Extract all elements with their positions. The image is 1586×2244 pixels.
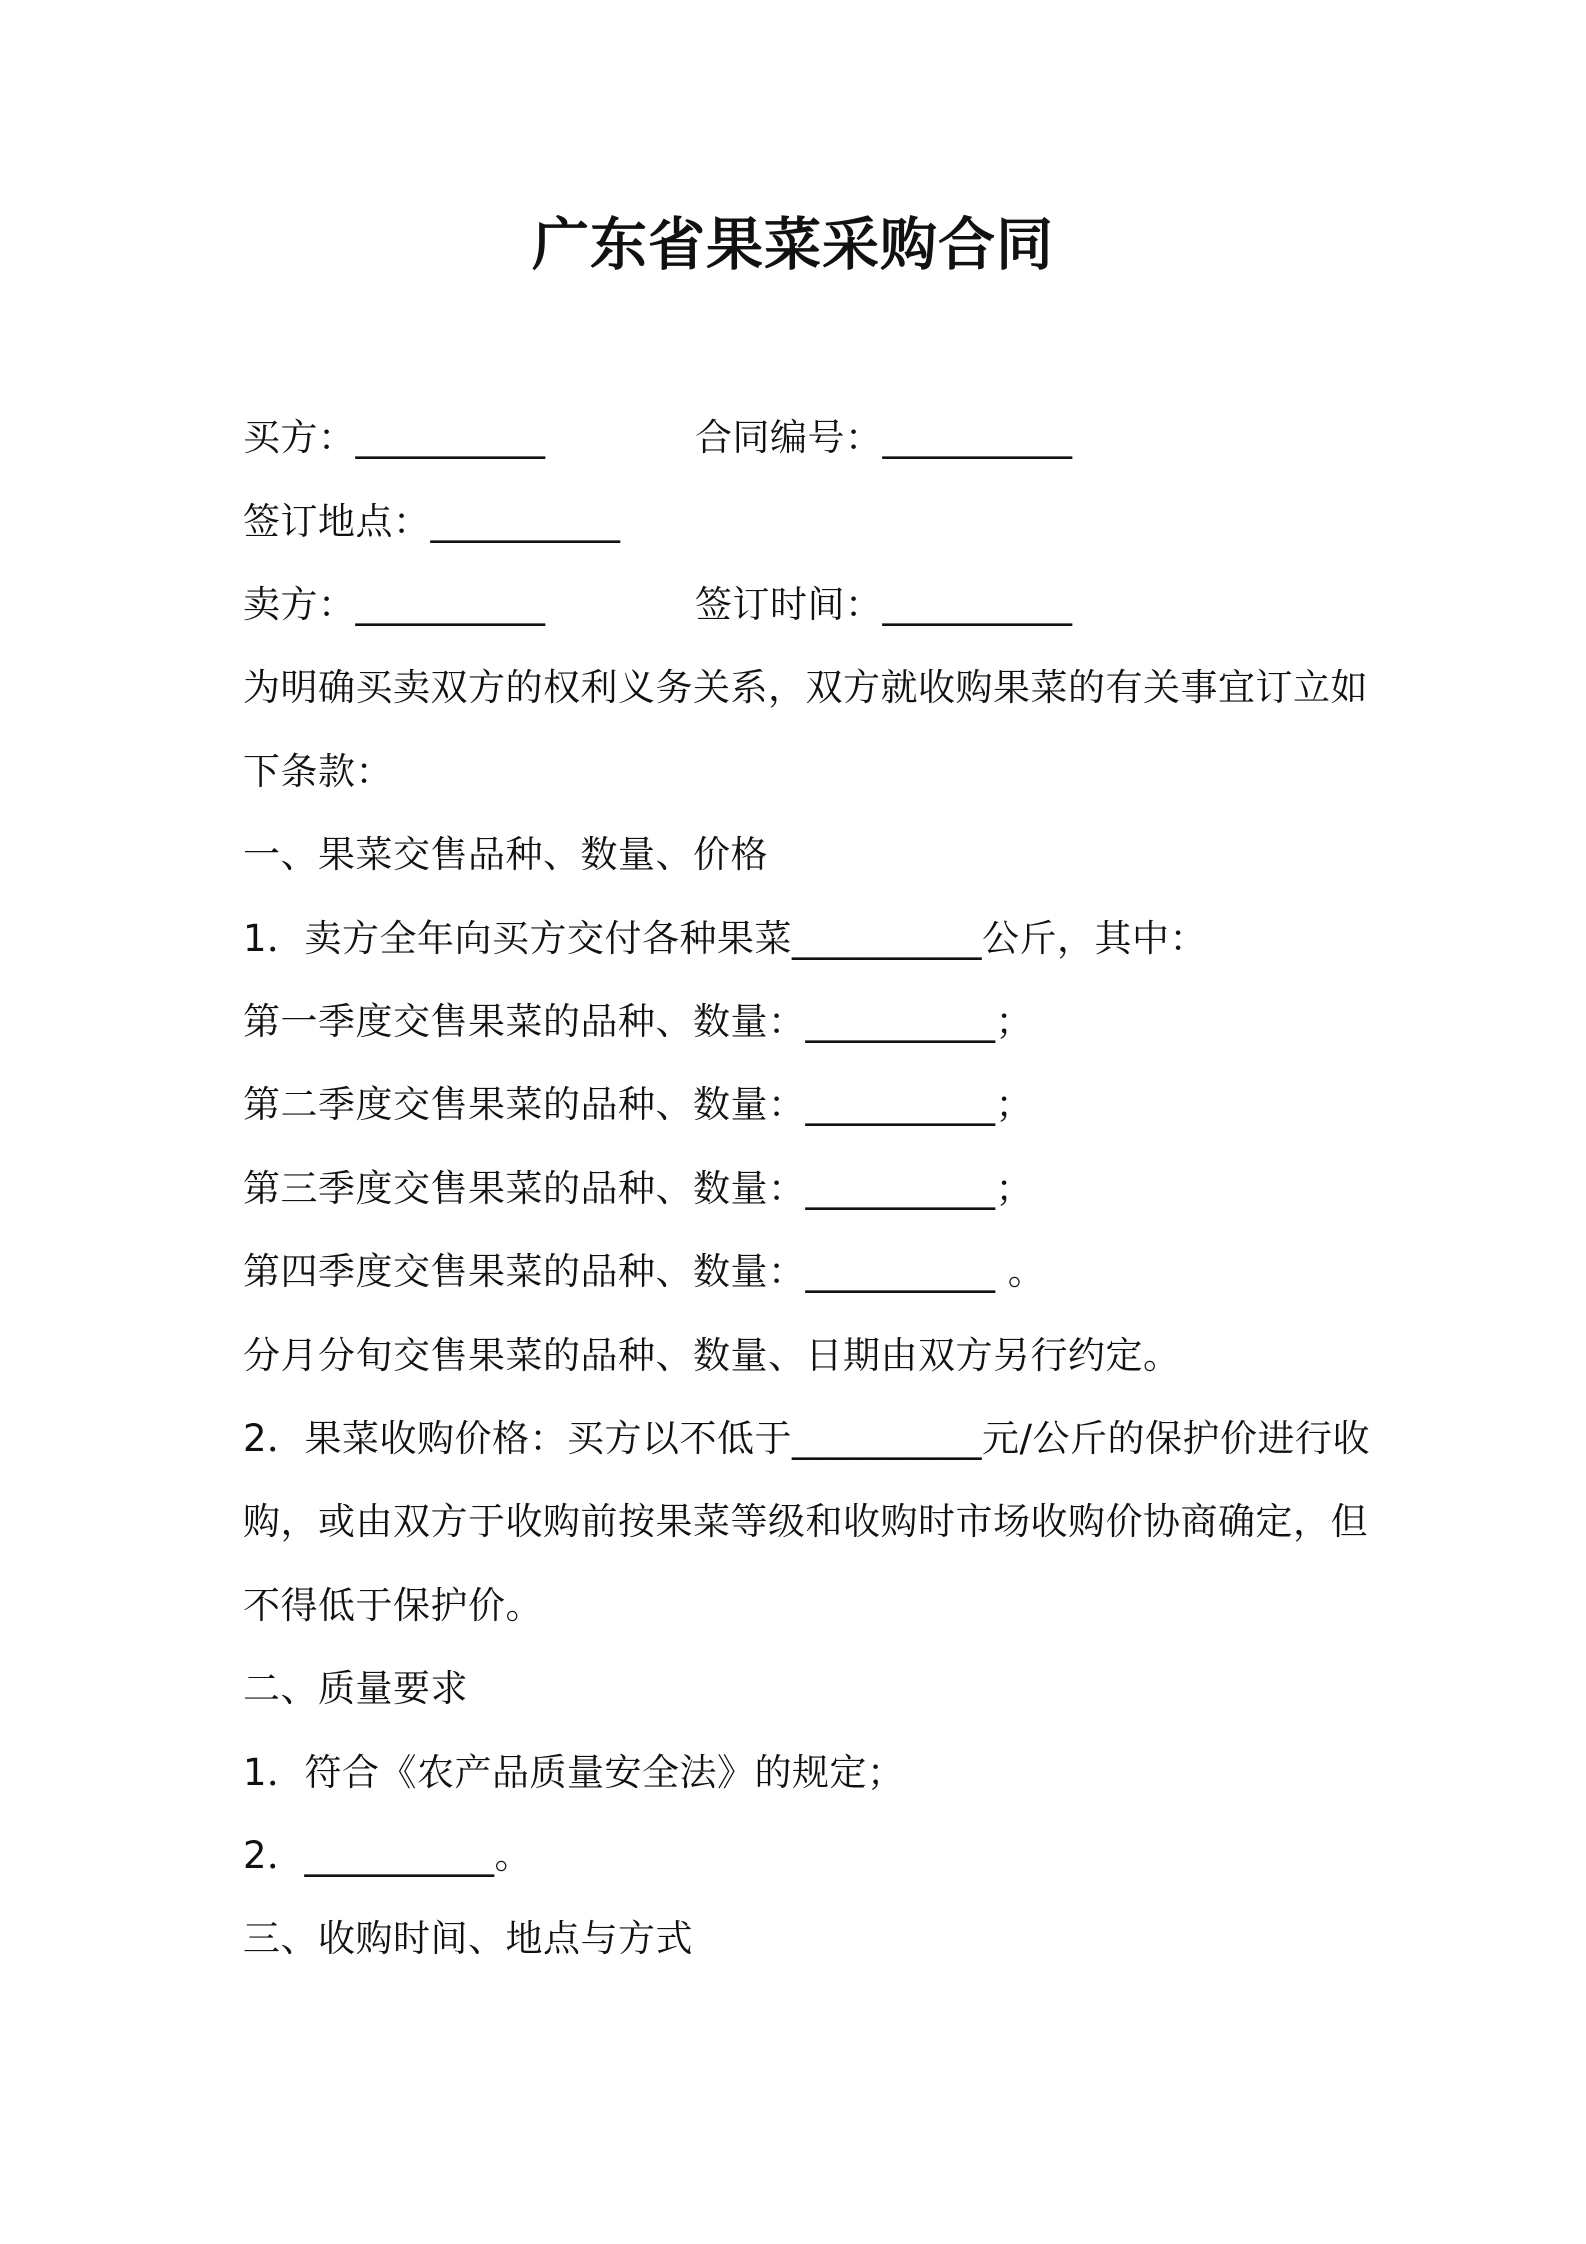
sign-place-field: 签订地点：__________ [243,500,621,543]
clause-1-1: 1．卖方全年向买方交付各种果菜__________公斤，其中： [243,917,1208,960]
contract-number-field: 合同编号：__________ [695,416,1073,459]
clause-1-2-line-2: 购，或由双方于收购前按果菜等级和收购时市场收购价协商确定，但 [243,1500,1368,1543]
sign-time-field: 签订时间：__________ [695,583,1073,626]
section-heading-1: 一、果菜交售品种、数量、价格 [243,833,768,876]
clause-1-2-line-1: 2．果菜收购价格：买方以不低于__________元/公斤的保护价进行收 [243,1417,1371,1460]
quarter-4-line: 第四季度交售果菜的品种、数量：__________ 。 [243,1250,1046,1293]
section-heading-2: 二、质量要求 [243,1667,468,1710]
clause-2-1: 1．符合《农产品质量安全法》的规定； [243,1751,905,1794]
quarter-3-line: 第三季度交售果菜的品种、数量：__________； [243,1167,1033,1210]
seller-field: 卖方：__________ [243,583,546,626]
document-title: 广东省果菜采购合同 [532,212,1054,278]
monthly-delivery-line: 分月分旬交售果菜的品种、数量、日期由双方另行约定。 [243,1334,1181,1377]
intro-paragraph-line-1: 为明确买卖双方的权利义务关系，双方就收购果菜的有关事宜订立如 [243,666,1368,709]
intro-paragraph-line-2: 下条款： [243,750,393,793]
buyer-field: 买方：__________ [243,416,546,459]
quarter-1-line: 第一季度交售果菜的品种、数量：__________； [243,1000,1033,1043]
clause-1-2-line-3: 不得低于保护价。 [243,1584,543,1627]
section-heading-3: 三、收购时间、地点与方式 [243,1917,693,1960]
quarter-2-line: 第二季度交售果菜的品种、数量：__________； [243,1083,1033,1126]
clause-2-2: 2．__________。 [243,1834,533,1877]
